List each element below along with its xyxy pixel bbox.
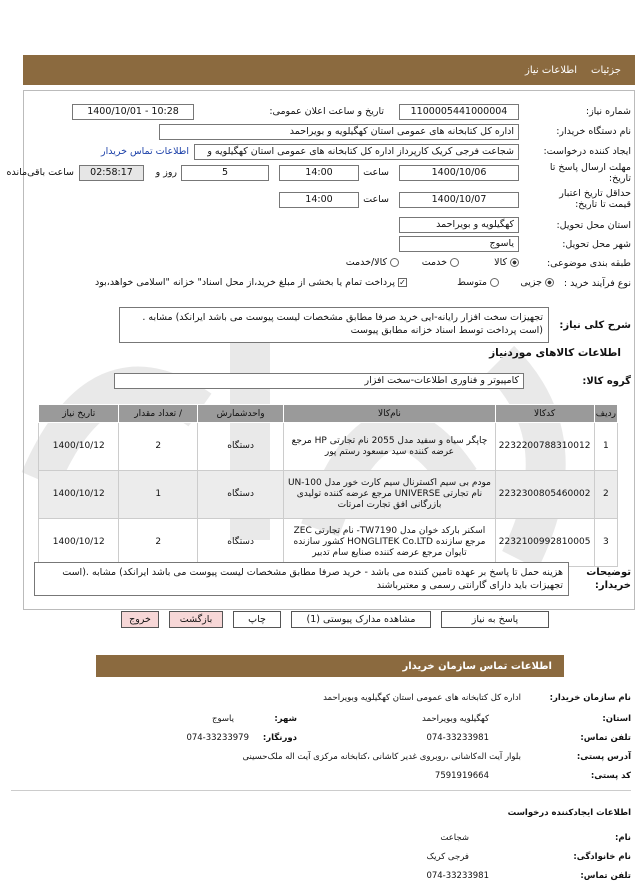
creator-info-title: اطلاعات ایجادکننده درخواست [507, 808, 631, 818]
buyer-label: نام دستگاه خریدار: [556, 126, 631, 137]
creator-name-label: نام: [614, 833, 631, 843]
deadline-time-field: 14:00 [279, 165, 359, 181]
tab-need-info[interactable]: اطلاعات نیاز [525, 64, 578, 76]
contact-postal-label: کد پستی: [590, 771, 631, 781]
cell-name: اسکنر بارکد خوان مدل TW7190- نام تجارتی ZEC مرجع سازنده HONGLITEK Co.LTD کشور سازنده تایوان مرجع عرضه کننده صنایع سام تدبیر [284, 519, 495, 567]
radio-medium-label: متوسط [457, 277, 487, 288]
table-row [39, 471, 618, 519]
cell-code: 2232200788310012 [495, 423, 594, 471]
city-label: شهر محل تحویل: [562, 239, 631, 250]
buyer-notes-box: هزینه حمل تا پاسخ بر عهده تامین کننده می باشد - خرید صرفا مطابق مشخصات لیست پیوست می باشد ایرانکد) مشابه .(است تجهیزات باید دارای گارانتی رسمی و معتبرباشند [34, 562, 569, 596]
radio-service-label: خدمت [421, 257, 447, 268]
divider [11, 790, 631, 791]
contact-phone-value: 074-33233981 [426, 733, 489, 743]
days-field: 5 [181, 165, 269, 181]
contact-fax-value: 074-33233979 [186, 733, 249, 743]
radio-goods-service-dot[interactable] [390, 258, 399, 267]
group-field: کامپیوتر و فناوری اطلاعات-سخت افزار [114, 373, 524, 389]
items-table [38, 404, 618, 567]
th-qty: / تعداد مقدار [119, 405, 197, 423]
creator-phone-label: تلفن تماس: [580, 871, 631, 881]
category-label: طبقه بندی موضوعی: [546, 258, 631, 269]
cell-unit: دستگاه [197, 471, 283, 519]
creator-phone-value: 074-33233981 [426, 871, 489, 881]
exit-button[interactable]: خروج [121, 611, 159, 628]
province-field: کهگیلویه و بویراحمد [399, 217, 519, 233]
th-row: ردیف [594, 405, 617, 423]
th-date: تاریخ نیاز [39, 405, 119, 423]
treasury-payment[interactable] [95, 277, 407, 288]
group-label: گروه کالا: [582, 376, 631, 387]
announce-field: 1400/10/01 - 10:28 [72, 104, 194, 120]
contact-city-label: شهر: [274, 714, 297, 724]
need-number-field: 1100005441000004 [399, 104, 519, 120]
creator-name-value: شجاعت [440, 833, 469, 843]
buyer-notes-label: توضیحات خریدار: [586, 567, 631, 591]
cell-date: 1400/10/12 [39, 423, 119, 471]
tab-details[interactable]: جزئیات [591, 64, 621, 76]
radio-goods-label: کالا [494, 257, 507, 268]
announce-label: تاریخ و ساعت اعلان عمومی: [269, 106, 384, 117]
city-field: یاسوج [399, 236, 519, 252]
creator-family-value: فرجی کریک [426, 852, 469, 862]
buyer-field: اداره کل کتابخانه های عمومی استان کهگیلویه و بویراحمد [159, 124, 519, 140]
cell-unit: دستگاه [197, 423, 283, 471]
radio-service-dot[interactable] [450, 258, 459, 267]
th-code: کدکالا [495, 405, 594, 423]
radio-service[interactable] [422, 257, 459, 268]
validity-date-field: 1400/10/07 [399, 192, 519, 208]
contact-fax-label: دورنگار: [262, 733, 297, 743]
radio-medium-dot[interactable] [490, 278, 499, 287]
treasury-payment-label: پرداخت تمام یا بخشی از مبلغ خرید،از محل اسناد" خزانه "اسلامی خواهد،بود [95, 277, 395, 288]
cell-qty: 2 [119, 423, 197, 471]
cell-qty: 1 [119, 471, 197, 519]
province-label: استان محل تحویل: [556, 220, 631, 231]
cell-qty: 2 [119, 519, 197, 567]
reply-button[interactable]: پاسخ به نیاز [441, 611, 549, 628]
deadline-label: مهلت ارسال پاسخ تا تاریخ: [549, 162, 631, 184]
table-row [39, 423, 618, 471]
creator-family-label: نام خانوادگی: [573, 852, 631, 862]
contact-phone-label: تلفن تماس: [580, 733, 631, 743]
remaining-time-field: 02:58:17 [79, 165, 144, 181]
remaining-label: ساعت باقی‌مانده [6, 167, 74, 178]
validity-label: حداقل تاریخ اعتبار قیمت تا تاریخ: [559, 188, 631, 210]
cell-row: 1 [594, 423, 617, 471]
radio-goods-service-label: کالا/خدمت [345, 257, 387, 268]
cell-code: 2232100992810005 [495, 519, 594, 567]
table-header-row [39, 405, 618, 423]
contact-postal-value: 7591919664 [434, 771, 489, 781]
print-button[interactable]: چاپ [233, 611, 281, 628]
contact-address-label: آدرس پستی: [576, 752, 631, 762]
radio-goods-service[interactable] [346, 257, 399, 268]
goods-info-title: اطلاعات کالاهای موردنیاز [489, 347, 621, 359]
creator-label: ایجاد کننده درخواست: [543, 146, 631, 157]
attachments-button[interactable]: مشاهده مدارک پیوستی (1) [291, 611, 431, 628]
org-value: اداره کل کتابخانه های عمومی استان کهگیلویه وبویراحمد [323, 693, 521, 703]
table-row [39, 519, 618, 567]
description-label: شرح کلی نیاز: [559, 320, 631, 331]
th-unit: واحدشمارش [197, 405, 283, 423]
deadline-time-label: ساعت [363, 167, 389, 178]
treasury-checkbox[interactable]: ✓ [399, 278, 406, 287]
radio-medium[interactable] [457, 277, 499, 288]
contact-city-value: یاسوج [212, 714, 234, 724]
radio-partial[interactable] [520, 277, 554, 288]
radio-goods[interactable] [494, 257, 519, 268]
back-button[interactable]: بازگشت [169, 611, 223, 628]
radio-goods-dot[interactable] [510, 258, 519, 267]
cell-name: مودم بی سیم اکسترنال سیم کارت خور مدل UN-100 نام تجارتی UNIVERSE مرجع عرضه کننده تولیدی بازرگانی افق تجارت امرتات [284, 471, 495, 519]
days-label: روز و [155, 167, 177, 178]
buyer-contact-link[interactable]: اطلاعات تماس خریدار [100, 146, 189, 157]
cell-unit: دستگاه [197, 519, 283, 567]
contact-section-header: اطلاعات تماس سازمان خریدار [96, 655, 564, 677]
radio-partial-dot[interactable] [545, 278, 554, 287]
need-number-label: شماره نیاز: [585, 106, 631, 117]
creator-field: شجاعت فرجی کریک کارپرداز اداره کل کتابخانه های عمومی استان کهگیلویه و [194, 144, 519, 160]
contact-address-value: بلوار آیت اله‌کاشانی ،روبروی غدیر کاشانی ،کتابخانه مرکزی آیت اله ملک‌حسینی [242, 752, 521, 762]
cell-date: 1400/10/12 [39, 519, 119, 567]
process-label: نوع فرآیند خرید : [563, 278, 631, 289]
cell-row: 2 [594, 471, 617, 519]
org-label: نام سازمان خریدار: [549, 693, 631, 703]
description-box: تجهیزات سخت افزار رایانه-ایی خرید صرفا مطابق مشخصات لیست پیوست می باشد ایرانکد) مشابه .(است پرداخت توسط اسناد خزانه مطابق پیوست [119, 307, 549, 343]
cell-date: 1400/10/12 [39, 471, 119, 519]
contact-province-label: استان: [602, 714, 631, 724]
cell-code: 2232300805460002 [495, 471, 594, 519]
validity-time-field: 14:00 [279, 192, 359, 208]
cell-row: 3 [594, 519, 617, 567]
th-name: نام‌کالا [284, 405, 495, 423]
top-nav-bar [23, 55, 635, 85]
contact-province-value: کهگیلویه وبویراحمد [422, 714, 489, 724]
validity-time-label: ساعت [363, 194, 389, 205]
cell-name: چاپگر سیاه و سفید مدل 2055 نام تجارتی HP مرجع عرضه کننده سید مسعود رستم پور [284, 423, 495, 471]
deadline-date-field: 1400/10/06 [399, 165, 519, 181]
radio-partial-label: جزیی [520, 277, 542, 288]
